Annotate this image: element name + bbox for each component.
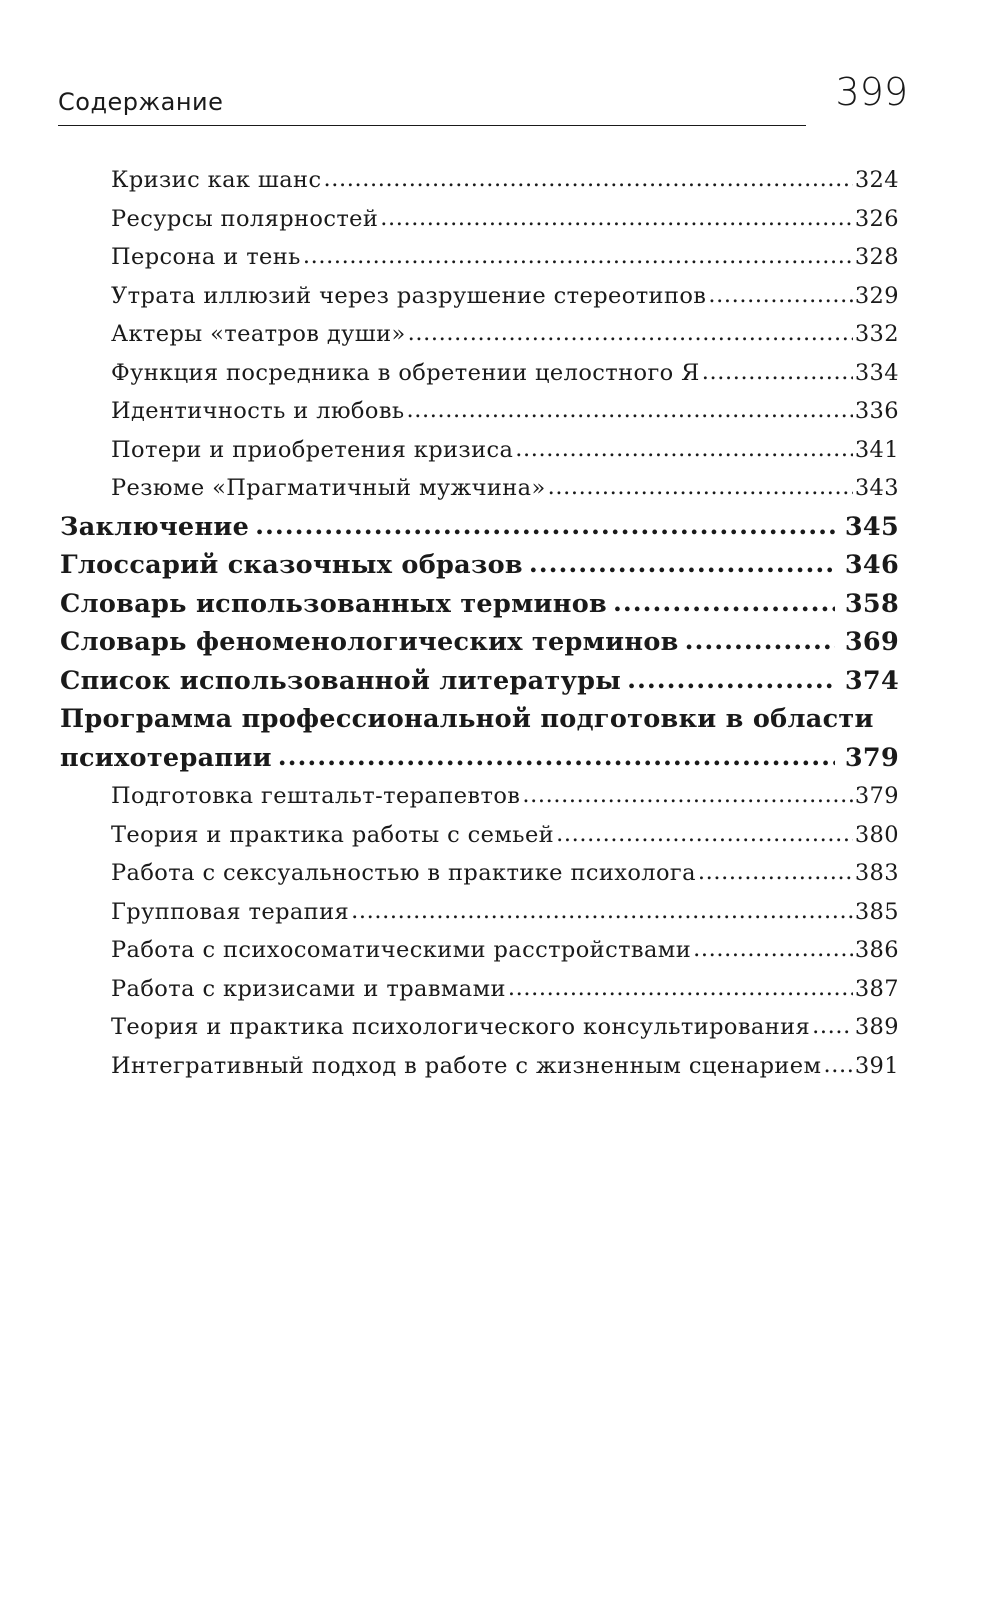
dot-leader xyxy=(693,930,853,969)
toc-entry-title: Функция посредника в обретении целостного Я xyxy=(111,359,700,386)
toc-entry-title: Актеры «театров души» xyxy=(111,321,406,347)
toc-entry-page: 391 xyxy=(854,1052,899,1079)
dot-leader xyxy=(685,622,835,661)
page-number: 399 xyxy=(835,70,908,114)
dot-leader xyxy=(303,237,853,276)
toc-chapter-title: Список использованной литературы xyxy=(60,665,622,696)
toc-entry xyxy=(111,777,899,816)
toc-entry-page: 328 xyxy=(854,244,899,270)
toc-entry xyxy=(111,1008,899,1047)
toc-entry-title: Интегративный подход в работе с жизненным сценарием xyxy=(111,1052,822,1079)
toc-chapter xyxy=(60,546,899,585)
toc-entry-title: Работа с сексуальностью в практике психолога xyxy=(111,860,696,886)
toc-entry-page: 380 xyxy=(854,821,899,848)
toc-entry xyxy=(111,392,899,431)
toc-entry-title: Подготовка гештальт-терапевтов xyxy=(111,783,521,809)
dot-leader xyxy=(407,391,853,430)
toc-entry xyxy=(111,431,899,470)
toc-entry xyxy=(111,469,899,508)
dot-leader xyxy=(702,353,853,392)
toc-chapter-page: 374 xyxy=(844,665,899,696)
toc-entry-page: 336 xyxy=(854,398,899,424)
header-rule xyxy=(58,125,806,126)
toc-entry xyxy=(111,931,899,970)
toc-chapter-title: Программа профессиональной подготовки в области xyxy=(60,704,874,734)
dot-leader xyxy=(323,160,852,199)
dot-leader xyxy=(823,1046,852,1085)
toc-entry-page: 326 xyxy=(854,205,899,232)
toc-chapter-page: 346 xyxy=(844,550,899,580)
toc-entry xyxy=(111,854,899,893)
dot-leader xyxy=(529,545,835,584)
toc-chapter xyxy=(60,739,899,778)
toc-entry xyxy=(111,816,899,855)
dot-leader xyxy=(351,892,853,931)
toc-chapter xyxy=(60,585,899,624)
toc-entry-title: Теория и практика работы с семьей xyxy=(111,821,555,848)
toc-entry-page: 379 xyxy=(854,783,899,809)
dot-leader xyxy=(380,199,853,238)
dot-leader xyxy=(515,430,853,469)
toc-chapter xyxy=(60,508,899,547)
dot-leader xyxy=(548,468,853,507)
toc-chapter-page: 358 xyxy=(844,588,899,619)
dot-leader xyxy=(522,776,853,815)
toc-entry-title: Идентичность и любовь xyxy=(111,398,405,424)
toc-entry xyxy=(111,277,899,316)
dot-leader xyxy=(708,276,852,315)
toc-entry-title: Кризис как шанс xyxy=(111,167,322,193)
toc-entry-page: 389 xyxy=(854,1014,899,1040)
toc-entry xyxy=(111,893,899,932)
toc-entry-page: 383 xyxy=(854,860,899,886)
toc-chapter-title: Словарь использованных терминов xyxy=(60,588,608,619)
toc-entry-title: Потери и приобретения кризиса xyxy=(111,436,514,463)
dot-leader xyxy=(255,507,835,546)
dot-leader xyxy=(278,738,835,777)
toc-entry-page: 329 xyxy=(854,282,899,309)
toc-entry-page: 334 xyxy=(854,359,899,386)
toc-entry-page: 385 xyxy=(854,898,899,925)
toc-entry-page: 341 xyxy=(854,436,899,463)
toc-entry-page: 332 xyxy=(854,321,899,347)
dot-leader xyxy=(698,853,853,892)
dot-leader xyxy=(812,1007,853,1046)
toc-chapter-page: 345 xyxy=(844,511,899,542)
toc-entry xyxy=(111,200,899,239)
toc-chapter-page: 379 xyxy=(844,742,899,773)
toc-entry-title: Работа с кризисами и травмами xyxy=(111,975,506,1002)
table-of-contents xyxy=(0,161,1000,1085)
toc-chapter-title-continued: психотерапии xyxy=(60,742,272,773)
toc-chapter xyxy=(60,623,899,662)
toc-chapter-page: 369 xyxy=(844,627,899,657)
toc-entry-title: Теория и практика психологического консультирования xyxy=(111,1014,811,1040)
toc-entry xyxy=(111,354,899,393)
toc-entry-page: 387 xyxy=(854,975,899,1002)
dot-leader xyxy=(613,584,835,623)
toc-entry-title: Работа с психосоматическими расстройствами xyxy=(111,937,692,963)
toc-entry-page: 343 xyxy=(854,475,899,501)
toc-entry-title: Групповая терапия xyxy=(111,898,350,925)
dot-leader xyxy=(627,661,835,700)
dot-leader xyxy=(408,314,853,353)
toc-entry-title: Резюме «Прагматичный мужчина» xyxy=(111,475,546,501)
toc-entry xyxy=(111,315,899,354)
toc-entry xyxy=(111,161,899,200)
dot-leader xyxy=(556,815,853,854)
running-title: Содержание xyxy=(58,88,224,116)
toc-chapter-title-line xyxy=(60,700,899,739)
toc-entry xyxy=(111,970,899,1009)
toc-chapter xyxy=(60,662,899,701)
toc-entry-title: Ресурсы полярностей xyxy=(111,205,379,232)
toc-chapter-title: Глоссарий сказочных образов xyxy=(60,550,523,580)
toc-chapter-title: Словарь феноменологических терминов xyxy=(60,627,679,657)
toc-chapter-title: Заключение xyxy=(60,511,250,542)
toc-entry xyxy=(111,238,899,277)
toc-entry-title: Персона и тень xyxy=(111,244,301,270)
toc-entry xyxy=(111,1047,899,1086)
toc-entry-page: 324 xyxy=(854,167,899,193)
dot-leader xyxy=(508,969,853,1008)
toc-entry-page: 386 xyxy=(854,937,899,963)
toc-entry-title: Утрата иллюзий через разрушение стереотипов xyxy=(111,282,707,309)
